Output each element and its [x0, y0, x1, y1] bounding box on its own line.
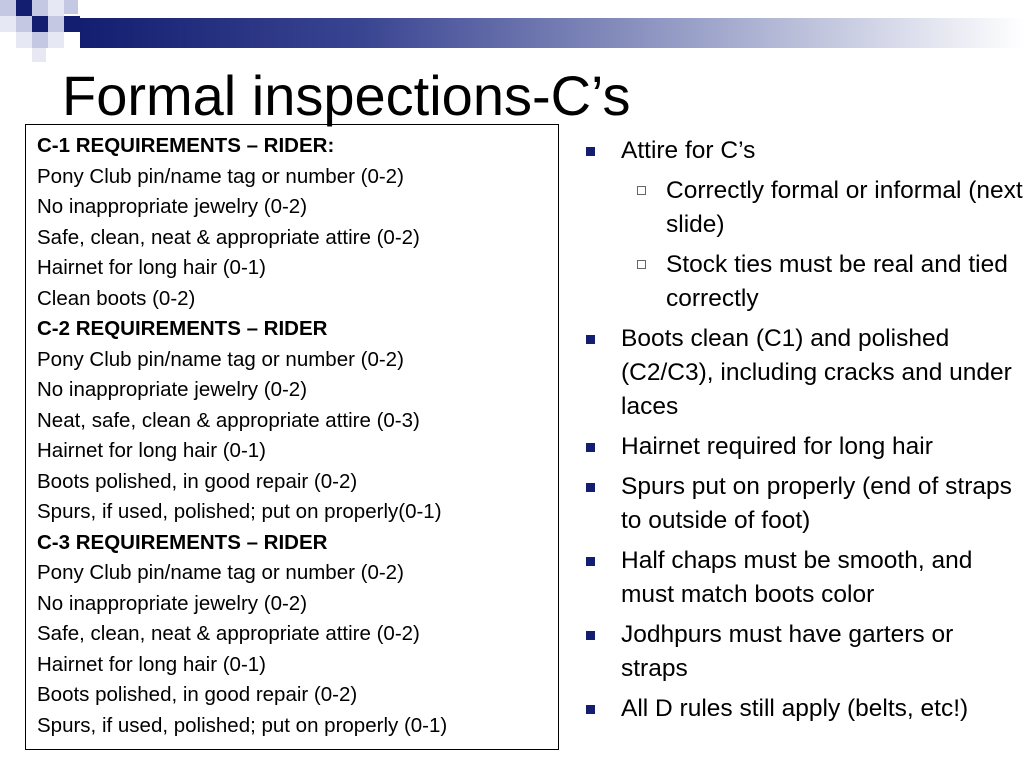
requirement-item: No inappropriate jewelry (0-2): [37, 195, 308, 218]
bullet-text: Correctly formal or informal (next slide): [666, 177, 1023, 238]
bullet-item: [582, 544, 1024, 612]
decorative-square: [16, 16, 32, 32]
bullet-item: [582, 134, 1024, 168]
requirements-heading: C-1 REQUIREMENTS – RIDER:: [37, 134, 335, 157]
bullet-text: Jodhpurs must have garters or straps: [621, 621, 954, 682]
decorative-square: [32, 48, 46, 62]
decorative-square: [32, 16, 48, 32]
slide-title: Formal inspections-C’s: [62, 64, 631, 127]
filled-square-bullet-icon: [586, 147, 595, 156]
requirement-item: No inappropriate jewelry (0-2): [37, 378, 308, 401]
bullet-item: [582, 470, 1024, 538]
requirement-item: Boots polished, in good repair (0-2): [37, 469, 358, 493]
requirements-text-box: [25, 124, 559, 750]
requirement-item: Pony Club pin/name tag or number (0-2): [37, 164, 404, 188]
sub-bullet-item: [582, 248, 1024, 316]
decorative-square: [48, 16, 64, 32]
bullet-item: [582, 618, 1024, 686]
bullet-text: Stock ties must be real and tied correctly: [666, 251, 1008, 312]
bullet-text: Attire for C’s: [621, 137, 756, 164]
requirement-item: Pony Club pin/name tag or number (0-2): [37, 347, 404, 371]
decorative-square: [64, 16, 80, 32]
requirement-item: Hairnet for long hair (0-1): [37, 652, 267, 676]
hollow-square-bullet-icon: [637, 260, 646, 269]
requirement-item: Spurs, if used, polished; put on properly (0-1): [37, 713, 448, 737]
bullet-text: Boots clean (C1) and polished (C2/C3), including cracks and under laces: [621, 325, 1012, 420]
filled-square-bullet-icon: [586, 557, 595, 566]
requirement-item: Hairnet for long hair (0-1): [37, 439, 267, 462]
bullet-text: Half chaps must be smooth, and must match boots color: [621, 547, 973, 608]
requirement-item: Spurs, if used, polished; put on properly(0-1): [37, 500, 442, 523]
requirement-item: No inappropriate jewelry (0-2): [37, 591, 308, 615]
hollow-square-bullet-icon: [637, 186, 646, 195]
decorative-square: [16, 32, 32, 48]
sub-bullet-item: [582, 174, 1024, 242]
title-gradient-bar: [80, 18, 1024, 48]
requirement-item: Safe, clean, neat & appropriate attire (0-2): [37, 225, 420, 249]
bullet-text: All D rules still apply (belts, etc!): [621, 695, 969, 722]
requirement-item: Safe, clean, neat & appropriate attire (0-2): [37, 622, 420, 645]
requirement-item: Hairnet for long hair (0-1): [37, 256, 267, 279]
filled-square-bullet-icon: [586, 443, 595, 452]
decorative-square: [16, 0, 32, 16]
decorative-square: [48, 32, 64, 48]
requirements-heading: C-3 REQUIREMENTS – RIDER: [37, 530, 328, 554]
bullet-text: Hairnet required for long hair: [621, 433, 933, 460]
bullet-item: [582, 430, 1024, 464]
decorative-square: [32, 32, 48, 48]
filled-square-bullet-icon: [586, 335, 595, 344]
filled-square-bullet-icon: [586, 705, 595, 714]
bullet-list: [582, 134, 1024, 732]
requirement-item: Boots polished, in good repair (0-2): [37, 683, 358, 706]
bullet-item: [582, 322, 1024, 424]
slide-decoration: [0, 0, 1024, 64]
decorative-square: [32, 0, 48, 16]
decorative-square: [64, 0, 78, 14]
decorative-square: [0, 0, 16, 16]
requirements-heading: C-2 REQUIREMENTS – RIDER: [37, 317, 328, 340]
requirement-item: Clean boots (0-2): [37, 286, 196, 310]
bullet-text: Spurs put on properly (end of straps to outside of foot): [621, 473, 1012, 534]
bullet-item: [582, 692, 1024, 726]
decorative-square: [48, 0, 64, 16]
requirement-item: Pony Club pin/name tag or number (0-2): [37, 561, 404, 584]
decorative-square: [0, 16, 16, 32]
filled-square-bullet-icon: [586, 631, 595, 640]
requirement-item: Neat, safe, clean & appropriate attire (0-3): [37, 408, 420, 432]
filled-square-bullet-icon: [586, 483, 595, 492]
